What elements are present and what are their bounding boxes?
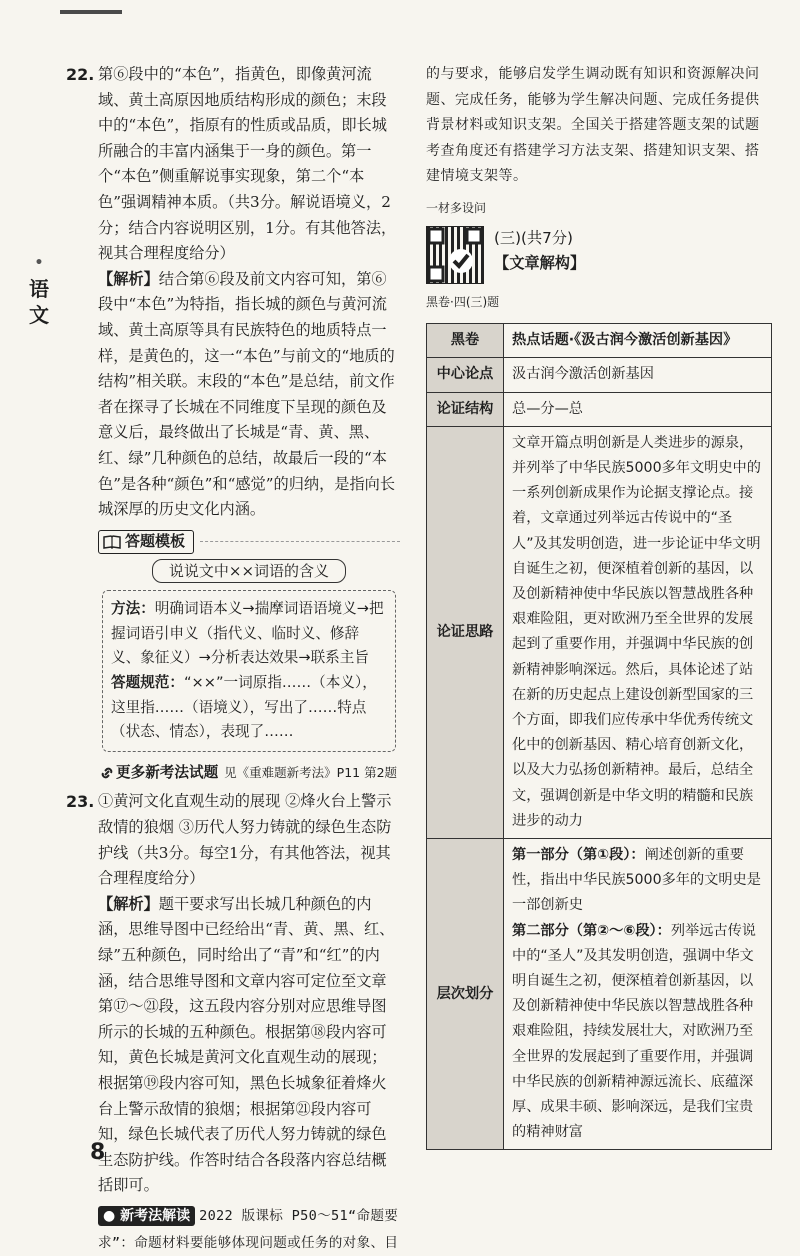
row-head: 黑卷	[427, 324, 504, 358]
right-column	[426, 62, 772, 1150]
row-head: 论证思路	[427, 426, 504, 838]
question-23	[66, 789, 400, 1256]
subject-side-tag	[28, 250, 50, 328]
section-heading	[494, 226, 585, 277]
template-badge	[98, 530, 194, 554]
more-questions-link[interactable]	[98, 760, 400, 786]
table-row	[427, 392, 772, 426]
table-row	[427, 426, 772, 838]
analysis-text: 结合第⑥段及前文内容可知，第⑥段中“本色”为特指，指长城的颜色与黄河流域、黄土高原等具有民族特色的地质特点一样，是黄色的，这一“本色”与前文的“地质的结构”相关联。末段的“本色”是总结，前文作者在探寻了长城在不同维度下呈现的颜色及意义后，最终做出了长城是“青、黄、黑、红、绿”几种颜色的总结，故最后一段的“本色”是各种“颜色”和“感觉”的归纳，是指向长城深厚的历史文化内涵。	[98, 269, 396, 519]
book-icon	[103, 535, 121, 549]
analysis-tag: 【解析】	[98, 894, 159, 913]
template-card	[102, 590, 396, 752]
more-label: 更多新考法试题	[116, 763, 219, 781]
template-header	[98, 529, 400, 555]
row-value	[504, 839, 772, 1150]
top-accent-bar	[60, 10, 122, 14]
table-row	[427, 324, 772, 358]
qr-top-label: 一材多设问	[426, 200, 487, 215]
subject-label: 语文	[29, 277, 49, 327]
qr-caption: 黑卷·四(三)题	[426, 294, 500, 309]
row-value: 文章开篇点明创新是人类进步的源泉，并列举了中华民族5000多年文明史中的一系列创新成果作为论据支撑论点。接着，文章通过列举远古传说中的“圣人”及其发明创造，进一步论证中华文明自诞生之初，便深植着创新的基因，以及创新精神使中华民族以智慧战胜各种艰难险阻，更对欧洲乃至全世界的发展起到了重要作用，并强调中华民族的创新精神影响深远。然后，具体论述了站在新的历史起点上建设创新型国家的三个方面，即我们应传承中华优秀传统文化中的创新基因、精心培育创新文化，以及大力弘扬创新精神。最后，总结全文，强调创新是中华文明的精髓和民族进步的动力	[504, 426, 772, 838]
template-header-label: 答题模板	[125, 531, 186, 550]
table-row	[427, 839, 772, 1150]
analysis-text: 题干要求写出长城几种颜色的内涵，思维导图中已经给出“青、黄、黑、红、绿”五种颜色，同时给出了“青”和“红”的内涵，结合思维导图和文章内容可定位至文章第⑰～㉑段，这五段内容分别对应思维导图所示的长城的五种颜色。根据第⑱段内容可知，黄色长城是黄河文化直观生动的展现；根据第⑲段内容可知，黑色长城象征着烽火台上警示敌情的狼烟；根据第㉑段内容可知，绿色长城代表了历代人努力铸就的绿色生态防护线。作答时结合各段落内容总结概括即可。	[98, 894, 395, 1195]
analysis-tag: 【解析】	[98, 269, 159, 288]
row-head: 论证结构	[427, 392, 504, 426]
template-norm: 答题规范：“××”一词原指……（本义），这里指……（语境义），写出了……特点（状态、情态），表现了……	[111, 674, 377, 741]
intro-continued: 的与要求，能够启发学生调动既有知识和资源解决问题、完成任务，能够为学生解决问题、完成任务提供背景材料或知识支架。全国关于搭建答题支架的试题考查角度还有搭建学习方法支架、搭建知识支架、搭建情境支架等。	[426, 66, 760, 185]
divider	[200, 541, 400, 542]
row-value: 热点话题·《汲古润今激活创新基因》	[504, 324, 772, 358]
analysis-block	[98, 892, 400, 1199]
row-value: 汲古润今激活创新基因	[504, 358, 772, 392]
question-22	[66, 62, 400, 785]
qr-row	[426, 226, 772, 284]
part-1: 第一部分（第①段）：阐述创新的重要性，指出中华民族5000多年的文明史是一部创新史	[512, 847, 761, 914]
qr-code-icon[interactable]	[426, 226, 484, 284]
page-number: 8	[90, 1140, 106, 1165]
new-method-note	[98, 1203, 400, 1256]
answer-text: 第⑥段中的“本色”，指黄色，即像黄河流域、黄土高原因地质结构形成的颜色；末段中的“本色”，指原有的性质或品质，即长城所融合的丰富内涵集于一身的颜色。第一个“本色”侧重解说事实现象，第二个“本色”强调精神本质。（共3分。解说语境义，2分；结合内容说明区别，1分。有其他答法，视其合理程度给分）	[98, 65, 397, 263]
new-method-text: 2022 版课标 P50～51“命题要求”：命题材料要能够体现问题或任务的对象、目	[98, 1207, 399, 1251]
question-number: 23.	[66, 792, 95, 812]
part-2: 第二部分（第②～⑥段）：列举远古传说中的“圣人”及其发明创造，强调中华文明自诞生之初，便深植着创新基因，以及创新精神使中华民族以智慧战胜各种艰难险阻，持续发展壮大，对欧洲乃至全世界的发展起到了重要作用，并强调中华民族的创新精神源远流长、底蕴深厚、成果丰硕、影响深远，是我们宝贵的精神财富	[512, 922, 756, 1141]
structure-table	[426, 323, 772, 1150]
row-value: 总—分—总	[504, 392, 772, 426]
more-source: 见《重难题新考法》P11 第2题	[224, 764, 398, 780]
section-structure: 【文章解构】	[494, 254, 586, 273]
row-head: 中心论点	[427, 358, 504, 392]
row-head: 层次划分	[427, 839, 504, 1150]
section-title: (三)(共7分)	[494, 228, 573, 247]
question-number: 22.	[66, 65, 95, 84]
pin-icon: ●	[103, 1207, 116, 1224]
side-tag-dot: •	[34, 255, 44, 271]
analysis-block	[98, 267, 400, 523]
left-column	[66, 62, 400, 1256]
answer-text: ①黄河文化直观生动的展现 ②烽火台上警示敌情的狼烟 ③历代人努力铸就的绿色生态防护线（共3分。每空1分，有其他答法，视其合理程度给分）	[98, 792, 392, 888]
link-icon	[98, 765, 116, 781]
new-method-badge: ● 新考法解读	[98, 1206, 195, 1226]
template-method: 方法：明确词语本义→揣摩词语语境义→把握词语引申义（指代义、临时义、修辞义、象征义）→分析表达效果→联系主旨	[111, 600, 384, 667]
template-title: 说说文中××词语的含义	[98, 559, 400, 585]
table-row	[427, 358, 772, 392]
